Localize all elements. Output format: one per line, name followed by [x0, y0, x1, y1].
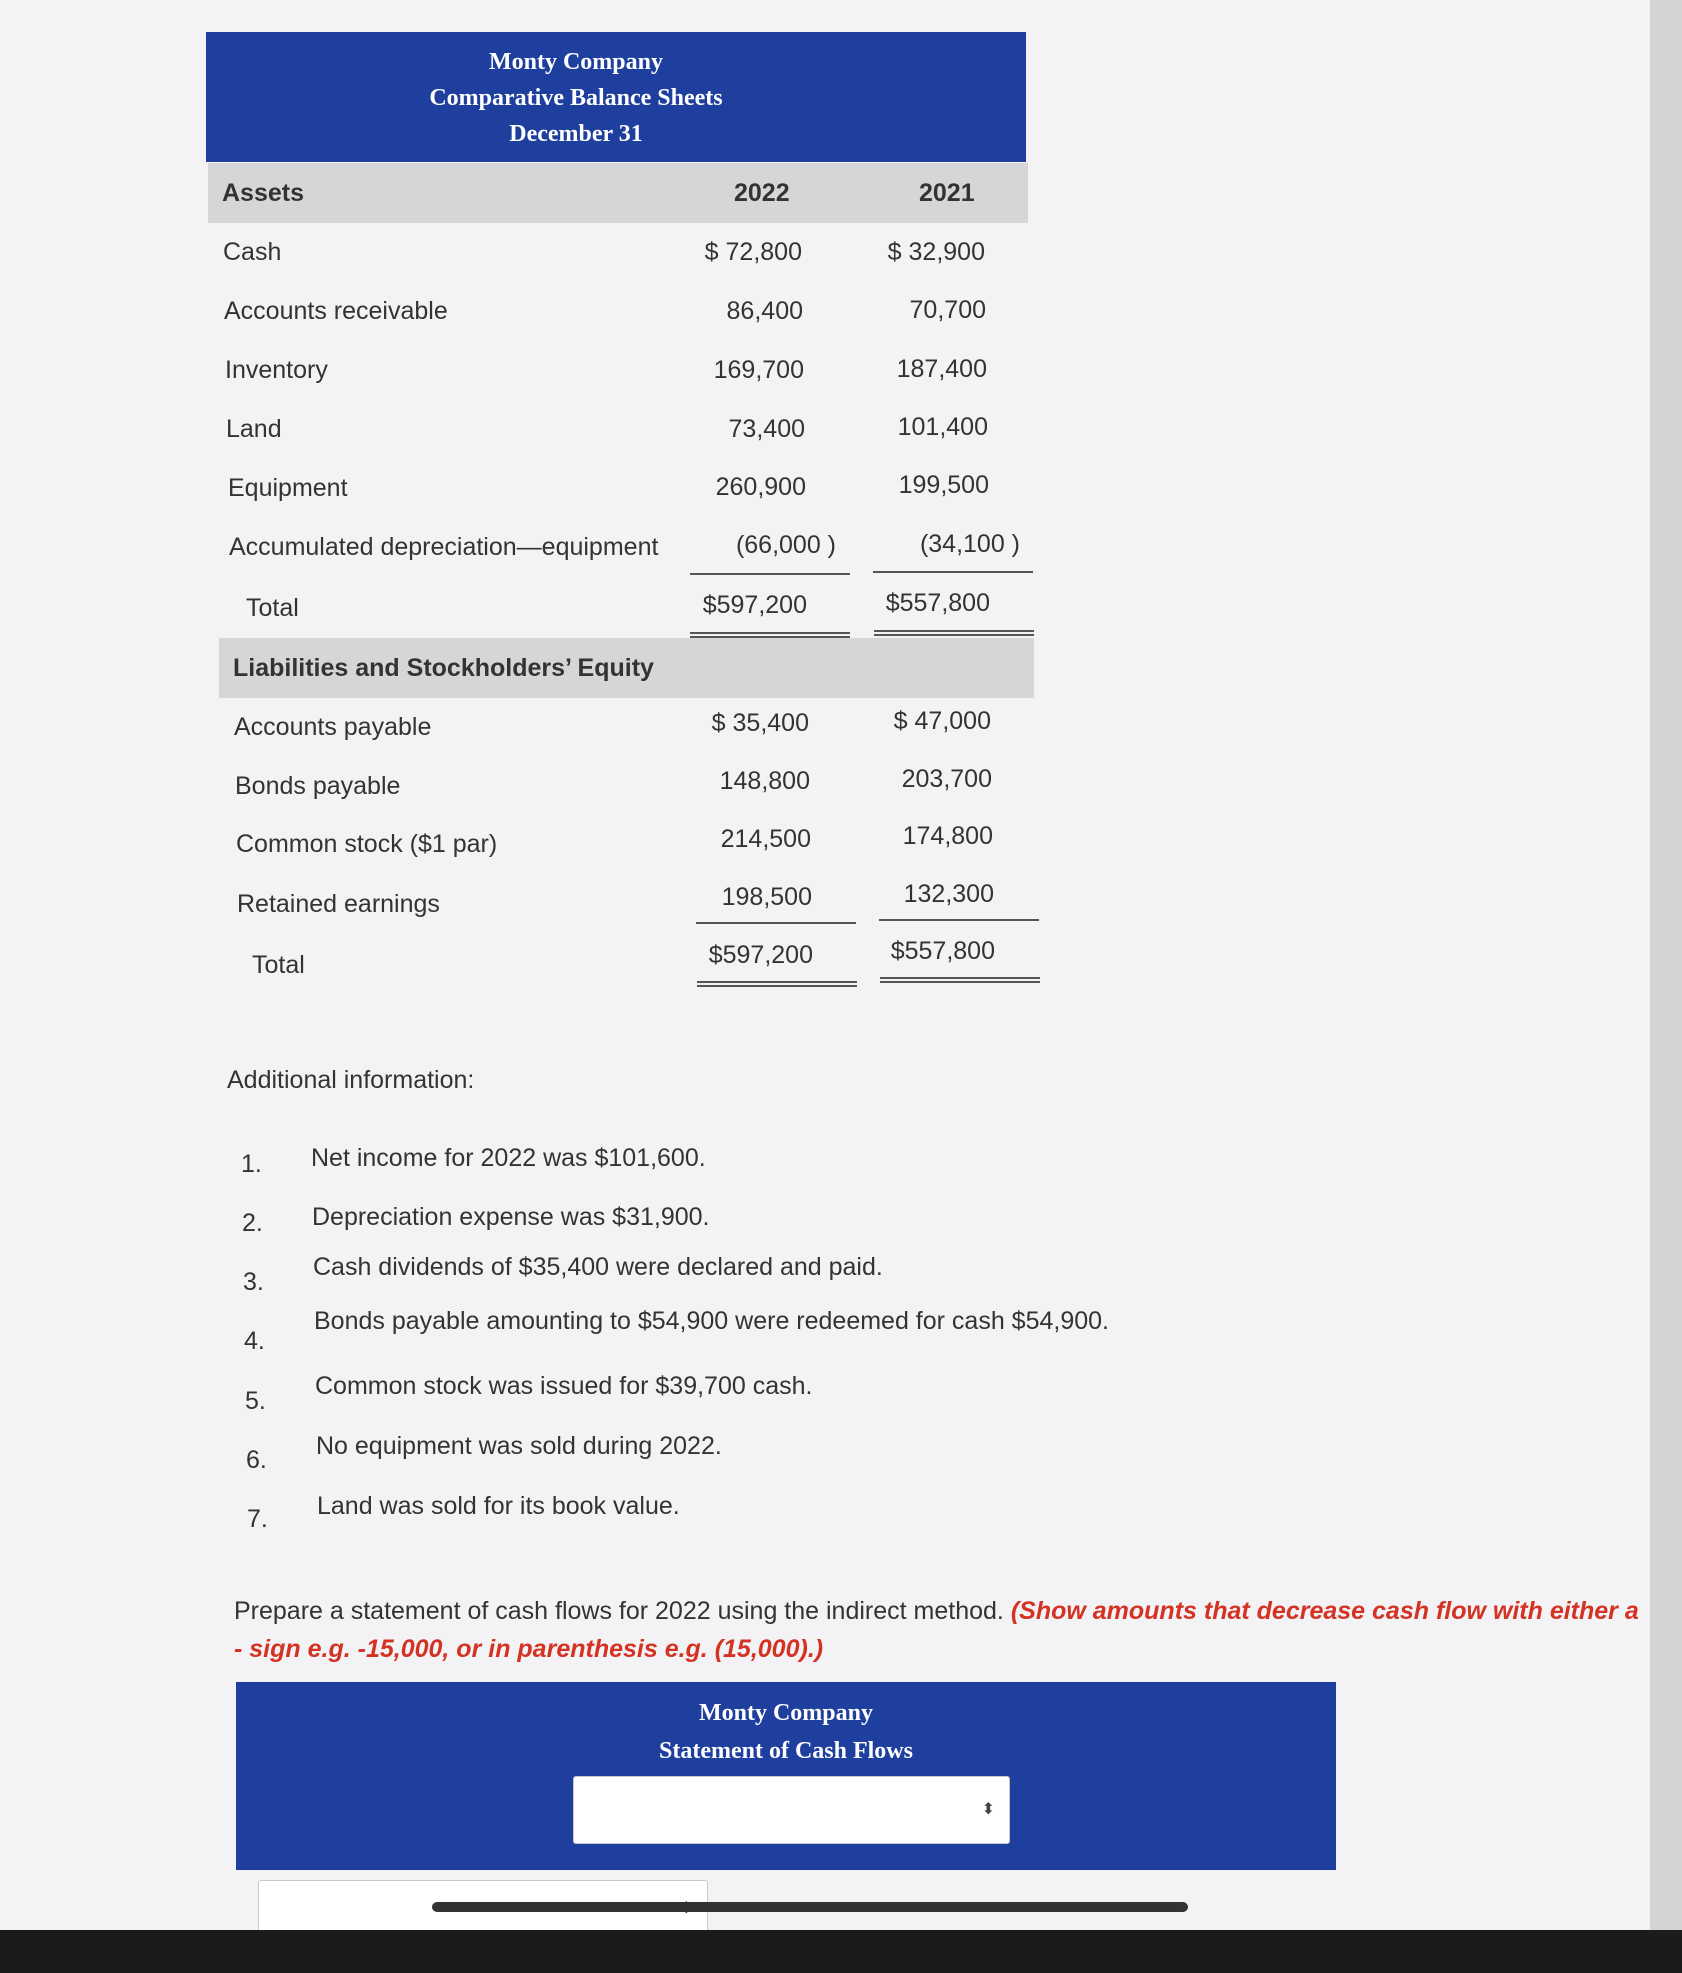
info-text-7: Land was sold for its book value. [317, 1492, 680, 1520]
asset-2022-accum-dep: (66,000 ) [735, 531, 836, 559]
info-text-6: No equipment was sold during 2022. [316, 1432, 722, 1460]
info-number-5: 5. [245, 1387, 266, 1415]
assets-heading: Assets [222, 179, 304, 207]
statement-title: Comparative Balance Sheets [429, 85, 723, 111]
liab-total-label: Total [252, 951, 305, 979]
liab-2022-common: 214,500 [720, 825, 811, 853]
assets-total-2021: $557,800 [885, 589, 990, 617]
col-2021-heading: 2021 [919, 179, 975, 207]
horizontal-scrollbar[interactable] [432, 1902, 1188, 1912]
liab-label-ap: Accounts payable [234, 713, 432, 741]
liab-2021-subtotal-rule [879, 919, 1039, 921]
asset-2021-subtotal-rule [873, 571, 1033, 573]
asset-2021-accum-dep: (34,100 ) [919, 530, 1020, 558]
select-arrows-icon: ⬍ [981, 1801, 995, 1818]
company-name: Monty Company [488, 49, 663, 75]
asset-2022-equipment: 260,900 [715, 473, 806, 501]
period-select[interactable] [573, 1776, 1010, 1844]
liab-label-re: Retained earnings [237, 890, 440, 918]
instructions-note: (Show amounts that decrease cash flow with either a - sign e.g. -15,000, or in parenthesis e.g. (15,000).) [234, 1597, 1639, 1663]
info-number-6: 6. [246, 1446, 267, 1474]
assets-total-label: Total [246, 594, 299, 622]
info-number-3: 3. [243, 1268, 264, 1296]
info-text-4: Bonds payable amounting to $54,900 were redeemed for cash $54,900. [314, 1307, 1109, 1335]
asset-2022-land: 73,400 [728, 415, 805, 443]
info-text-3: Cash dividends of $35,400 were declared and paid. [313, 1253, 883, 1281]
asset-2021-land: 101,400 [897, 413, 988, 441]
cf-statement-title: Statement of Cash Flows [659, 1738, 913, 1764]
asset-2021-ar: 70,700 [909, 296, 986, 324]
info-number-1: 1. [241, 1150, 262, 1178]
liab-2021-common: 174,800 [902, 822, 993, 850]
asset-2021-equipment: 199,500 [898, 471, 989, 499]
liab-total-2022: $597,200 [708, 941, 813, 969]
asset-label-ar: Accounts receivable [224, 297, 448, 325]
bottom-edge [0, 1930, 1682, 1973]
statement-date: December 31 [509, 121, 643, 147]
info-text-2: Depreciation expense was $31,900. [312, 1203, 710, 1231]
asset-2022-inventory: 169,700 [713, 356, 804, 384]
info-number-4: 4. [244, 1327, 265, 1355]
cf-company-name: Monty Company [698, 1700, 873, 1726]
instructions-text: Prepare a statement of cash flows for 2022 using the indirect method. [234, 1597, 1004, 1625]
asset-2022-cash: $ 72,800 [704, 238, 802, 266]
additional-info-title: Additional information: [227, 1066, 475, 1094]
info-text-1: Net income for 2022 was $101,600. [311, 1144, 706, 1172]
liabilities-heading: Liabilities and Stockholders’ Equity [233, 654, 654, 682]
balance-sheet-header [206, 32, 1026, 162]
liab-2022-subtotal-rule [696, 922, 856, 924]
liab-2021-re: 132,300 [903, 880, 994, 908]
assets-heading-bar [208, 163, 1028, 223]
col-2022-heading: 2022 [734, 179, 790, 207]
liab-2022-re: 198,500 [721, 883, 812, 911]
liabilities-heading-bar [219, 638, 1034, 698]
liab-label-bonds: Bonds payable [235, 772, 401, 800]
asset-label-land: Land [226, 415, 282, 443]
liab-2021-bonds: 203,700 [901, 765, 992, 793]
liab-2022-ap: $ 35,400 [711, 709, 809, 737]
asset-2021-inventory: 187,400 [896, 355, 987, 383]
asset-2022-ar: 86,400 [726, 297, 803, 325]
asset-label-inventory: Inventory [225, 356, 328, 384]
liab-2021-ap: $ 47,000 [893, 707, 991, 735]
asset-2021-cash: $ 32,900 [887, 238, 985, 266]
liab-total-2021: $557,800 [890, 937, 995, 965]
asset-2022-subtotal-rule [690, 573, 850, 575]
right-edge [1650, 0, 1682, 1973]
liab-total-2022-double-rule [697, 981, 857, 987]
instructions [234, 1592, 1654, 1668]
asset-label-accum-dep: Accumulated depreciation—equipment [229, 533, 659, 561]
liab-total-2021-double-rule [880, 977, 1040, 983]
info-number-2: 2. [242, 1209, 263, 1237]
asset-label-equipment: Equipment [228, 474, 348, 502]
liab-2022-bonds: 148,800 [719, 767, 810, 795]
asset-label-cash: Cash [223, 238, 282, 266]
assets-total-2021-double-rule [874, 630, 1034, 636]
info-text-5: Common stock was issued for $39,700 cash. [315, 1372, 813, 1400]
assets-total-2022: $597,200 [702, 591, 807, 619]
liab-label-common: Common stock ($1 par) [236, 830, 498, 858]
info-number-7: 7. [247, 1505, 268, 1533]
